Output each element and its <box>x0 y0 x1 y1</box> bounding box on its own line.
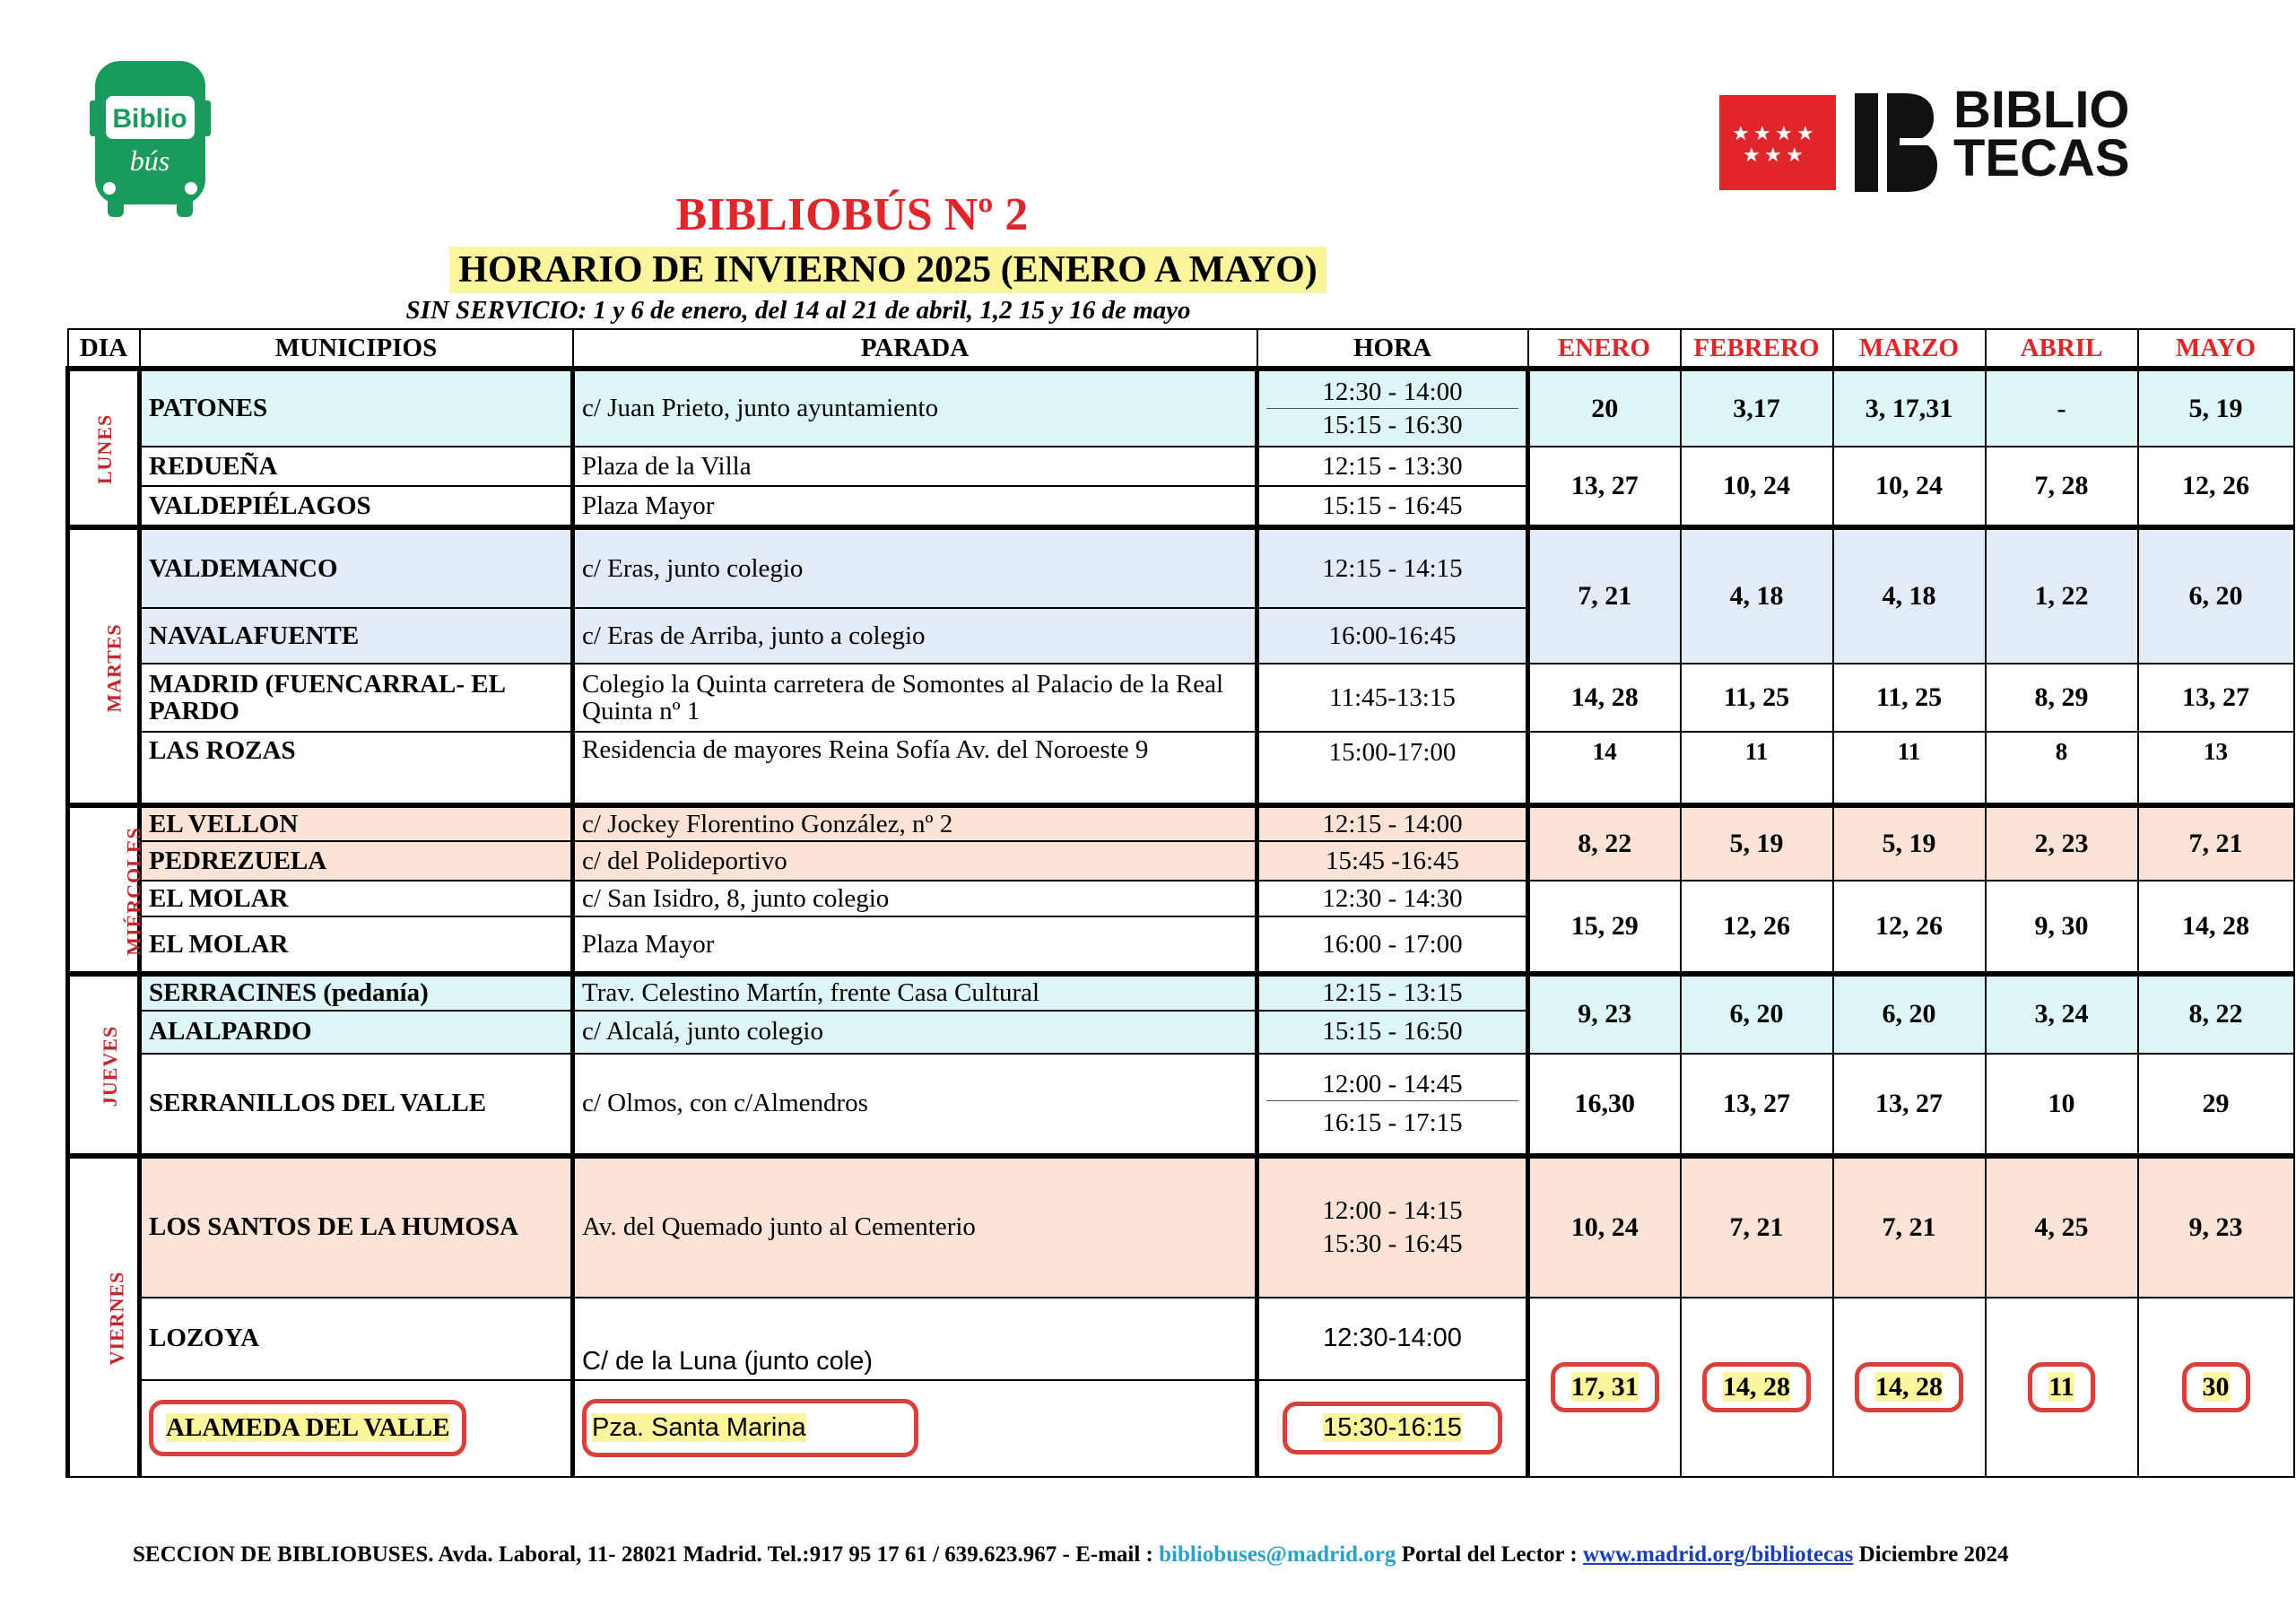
service-notice: SIN SERVICIO: 1 y 6 de enero, del 14 al 21 de abril, 1,2 15 y 16 de mayo <box>405 296 1191 325</box>
hora-slot: 12:00 - 14:45 <box>1322 1069 1463 1099</box>
logo-text-top: Biblio <box>112 104 187 134</box>
dates-cell <box>1528 1298 1681 1477</box>
dates-cell: 2, 23 <box>1986 805 2138 881</box>
dates-value: 11 <box>2048 1371 2074 1402</box>
stop-cell: c/ Eras de Arriba, junto a colegio <box>573 608 1257 664</box>
municipio-cell: LOS SANTOS DE LA HUMOSA <box>140 1156 573 1298</box>
table-row <box>68 974 2294 1010</box>
municipio-cell: SERRANILLOS DEL VALLE <box>140 1054 573 1156</box>
dates-cell: 6, 20 <box>1681 974 1833 1053</box>
page-title: BIBLIOBÚS Nº 2 <box>675 189 1029 240</box>
dates-cell: 4, 18 <box>1681 527 1833 664</box>
hora-cell: 12:15 - 13:30 <box>1257 447 1528 486</box>
dates-cell <box>1681 1298 1833 1477</box>
municipio-cell: EL MOLAR <box>140 881 573 916</box>
header-abril: ABRIL <box>1986 329 2138 369</box>
dates-cell: 16,30 <box>1528 1054 1681 1156</box>
highlight-ring <box>2028 1362 2094 1412</box>
table-row <box>68 447 2294 486</box>
hora-cell: 12:30 - 14:30 <box>1257 881 1528 916</box>
footer-portal-link[interactable]: www.madrid.org/bibliotecas <box>1582 1542 1854 1567</box>
hora-cell <box>1257 369 1528 447</box>
dates-value: 14, 28 <box>1723 1371 1790 1402</box>
highlight-ring <box>1283 1402 1502 1454</box>
table-row <box>68 881 2294 916</box>
stop-cell: c/ Eras, junto colegio <box>573 527 1257 608</box>
dates-cell: 10, 24 <box>1833 447 1986 527</box>
dates-cell: 3,17 <box>1681 369 1833 447</box>
svg-text:★: ★ <box>1786 144 1804 167</box>
logo-text-bottom: bús <box>129 144 170 177</box>
header-municipios: MUNICIPIOS <box>140 329 573 369</box>
highlight-ring <box>149 1400 466 1456</box>
hora-cell: 11:45-13:15 <box>1257 664 1528 732</box>
footer-portal-label: Portal del Lector : <box>1396 1542 1583 1567</box>
dates-cell: 11, 25 <box>1681 664 1833 732</box>
dates-cell: 4, 18 <box>1833 527 1986 664</box>
municipio-cell: PEDREZUELA <box>140 841 573 881</box>
hora-slot: 16:15 - 17:15 <box>1266 1100 1518 1139</box>
dates-cell: 7, 21 <box>1833 1156 1986 1298</box>
dates-cell: 13, 27 <box>1528 447 1681 527</box>
dates-cell: 1, 22 <box>1986 527 2138 664</box>
table-row <box>68 805 2294 841</box>
table-row <box>68 1054 2294 1156</box>
municipio-cell: LAS ROZAS <box>140 732 573 805</box>
municipio-cell: MADRID (FUENCARRAL- EL PARDO <box>140 664 573 732</box>
svg-text:★: ★ <box>1743 144 1761 167</box>
footer-date: Diciembre 2024 <box>1853 1542 2009 1567</box>
svg-text:★: ★ <box>1764 144 1782 167</box>
stop-cell: C/ de la Luna (junto cole) <box>573 1298 1257 1380</box>
dates-cell: 12, 26 <box>1681 881 1833 974</box>
svg-text:★: ★ <box>1753 123 1771 145</box>
stop-cell: c/ Juan Prieto, junto ayuntamiento <box>573 369 1257 447</box>
dates-cell: 12, 26 <box>1833 881 1986 974</box>
svg-text:★: ★ <box>1775 123 1793 145</box>
dates-cell: 3, 17,31 <box>1833 369 1986 447</box>
municipio-cell: ALALPARDO <box>140 1011 573 1054</box>
dates-cell: 14, 28 <box>1528 664 1681 732</box>
dates-cell: 29 <box>2138 1054 2294 1156</box>
municipio-cell: EL VELLON <box>140 805 573 841</box>
municipio-cell: VALDEPIÉLAGOS <box>140 486 573 527</box>
svg-text:★: ★ <box>1796 123 1814 145</box>
table-row <box>68 664 2294 732</box>
footer <box>133 1542 2008 1568</box>
hora-cell <box>1257 1156 1528 1298</box>
stop-cell: c/ Jockey Florentino González, nº 2 <box>573 805 1257 841</box>
hora-cell: 15:00-17:00 <box>1257 732 1528 805</box>
dates-cell: 14 <box>1528 732 1681 805</box>
day-label: LUNES <box>93 413 117 485</box>
dates-cell: 10, 24 <box>1528 1156 1681 1298</box>
dates-cell: 5, 19 <box>1833 805 1986 881</box>
dates-cell: 8 <box>1986 732 2138 805</box>
header-marzo: MARZO <box>1833 329 1986 369</box>
dates-cell: 10, 24 <box>1681 447 1833 527</box>
dates-cell: 11, 25 <box>1833 664 1986 732</box>
stop-cell: Av. del Quemado junto al Cementerio <box>573 1156 1257 1298</box>
dates-cell <box>1986 1298 2138 1477</box>
svg-text:★: ★ <box>1732 123 1750 145</box>
dates-cell: 13, 27 <box>1833 1054 1986 1156</box>
dates-cell: 7, 21 <box>2138 805 2294 881</box>
stop-cell: Plaza de la Villa <box>573 447 1257 486</box>
highlight-ring <box>1551 1362 1659 1412</box>
municipio-cell: REDUEÑA <box>140 447 573 486</box>
hora-slot: 12:30 - 14:00 <box>1322 377 1463 406</box>
dates-cell: 7, 21 <box>1528 527 1681 664</box>
dates-cell: 7, 21 <box>1681 1156 1833 1298</box>
dates-cell: 9, 30 <box>1986 881 2138 974</box>
municipio-cell: SERRACINES (pedanía) <box>140 974 573 1010</box>
dates-cell: 20 <box>1528 369 1681 447</box>
stop-cell: c/ del Polideportivo <box>573 841 1257 881</box>
dates-cell: 15, 29 <box>1528 881 1681 974</box>
stop-cell <box>573 1380 1257 1477</box>
header-enero: ENERO <box>1528 329 1681 369</box>
hora-cell: 16:00 - 17:00 <box>1257 916 1528 974</box>
day-cell-martes <box>68 527 140 805</box>
dates-cell: 14, 28 <box>2138 881 2294 974</box>
page-subtitle: HORARIO DE INVIERNO 2025 (ENERO A MAYO) <box>449 247 1326 293</box>
dates-cell: 4, 25 <box>1986 1156 2138 1298</box>
day-cell-lunes <box>68 369 140 527</box>
hora-cell: 12:30-14:00 <box>1257 1298 1528 1380</box>
stop-cell: c/ San Isidro, 8, junto colegio <box>573 881 1257 916</box>
municipio-cell: VALDEMANCO <box>140 527 573 608</box>
dates-value: 14, 28 <box>1875 1371 1943 1402</box>
dates-cell: 8, 22 <box>2138 974 2294 1053</box>
header-mayo: MAYO <box>2138 329 2294 369</box>
dates-cell: 13, 27 <box>1681 1054 1833 1156</box>
table-row <box>68 1156 2294 1298</box>
dates-cell <box>2138 1298 2294 1477</box>
header-dia: DIA <box>68 329 140 369</box>
highlight-ring <box>1702 1362 1811 1412</box>
dates-cell: 10 <box>1986 1054 2138 1156</box>
table-row <box>68 527 2294 608</box>
day-cell-viernes <box>68 1156 140 1477</box>
dates-cell: 8, 22 <box>1528 805 1681 881</box>
stop-value: Pza. Santa Marina <box>592 1413 806 1443</box>
table-row <box>68 369 2294 447</box>
municipio-cell: LOZOYA <box>140 1298 573 1380</box>
dates-cell: 11 <box>1833 732 1986 805</box>
day-cell-jueves <box>68 974 140 1155</box>
header-febrero: FEBRERO <box>1681 329 1833 369</box>
footer-address: SECCION DE BIBLIOBUSES. Avda. Laboral, 11- 28021 Madrid. Tel.:917 95 17 61 / 639.623.967 - E-mail : <box>133 1542 1160 1567</box>
stop-cell: c/ Alcalá, junto colegio <box>573 1011 1257 1054</box>
hora-cell: 12:15 - 14:00 <box>1257 805 1528 841</box>
municipio-cell: EL MOLAR <box>140 916 573 974</box>
highlight-ring <box>582 1399 918 1456</box>
table-row <box>68 1298 2294 1380</box>
dates-cell: 5, 19 <box>1681 805 1833 881</box>
dates-cell: 13 <box>2138 732 2294 805</box>
municipio-cell: NAVALAFUENTE <box>140 608 573 664</box>
footer-email-link[interactable]: bibliobuses@madrid.org <box>1159 1542 1396 1567</box>
schedule-table <box>65 328 2295 1478</box>
hora-cell <box>1257 1380 1528 1477</box>
dates-cell: 8, 29 <box>1986 664 2138 732</box>
dates-cell: 9, 23 <box>1528 974 1681 1053</box>
municipio-cell <box>140 1380 573 1477</box>
bibliotecas-b-icon <box>1855 93 1937 192</box>
bibliotecas-logo-line1: BIBLIO <box>1953 81 2130 139</box>
bibliotecas-logo-line2: TECAS <box>1953 129 2130 187</box>
dates-cell: - <box>1986 369 2138 447</box>
stop-cell: Residencia de mayores Reina Sofía Av. del Noroeste 9 <box>573 732 1257 805</box>
stop-cell: Colegio la Quinta carretera de Somontes al Palacio de la Real Quinta nº 1 <box>573 664 1257 732</box>
hora-slot: 15:15 - 16:30 <box>1266 408 1518 441</box>
day-label: JUEVES <box>99 1025 122 1107</box>
madrid-flag-logo <box>1719 95 1836 190</box>
stop-cell: c/ Olmos, con c/Almendros <box>573 1054 1257 1156</box>
municipio-value: ALAMEDA DEL VALLE <box>166 1413 450 1442</box>
hora-slot: 12:00 - 14:15 <box>1322 1196 1463 1226</box>
dates-cell: 3, 24 <box>1986 974 2138 1053</box>
dates-cell: 6, 20 <box>1833 974 1986 1053</box>
dates-cell: 9, 23 <box>2138 1156 2294 1298</box>
stop-cell: Trav. Celestino Martín, frente Casa Cultural <box>573 974 1257 1010</box>
day-label: MARTES <box>102 622 126 713</box>
hora-cell <box>1257 1054 1528 1156</box>
dates-cell: 11 <box>1681 732 1833 805</box>
header-hora: HORA <box>1257 329 1528 369</box>
hora-cell: 15:15 - 16:45 <box>1257 486 1528 527</box>
dates-value: 30 <box>2202 1371 2230 1402</box>
dates-cell: 13, 27 <box>2138 664 2294 732</box>
stop-cell: Plaza Mayor <box>573 916 1257 974</box>
hora-cell: 15:45 -16:45 <box>1257 841 1528 881</box>
hora-cell: 15:15 - 16:50 <box>1257 1011 1528 1054</box>
hora-value: 15:30-16:15 <box>1323 1413 1462 1443</box>
dates-cell: 12, 26 <box>2138 447 2294 527</box>
stop-cell: Plaza Mayor <box>573 486 1257 527</box>
dates-cell: 6, 20 <box>2138 527 2294 664</box>
dates-value: 17, 31 <box>1570 1371 1639 1402</box>
header-parada: PARADA <box>573 329 1257 369</box>
hora-slot: 15:30 - 16:45 <box>1322 1229 1463 1258</box>
hora-cell: 16:00-16:45 <box>1257 608 1528 664</box>
hora-cell: 12:15 - 14:15 <box>1257 527 1528 608</box>
dates-cell: 5, 19 <box>2138 369 2294 447</box>
dates-cell: 7, 28 <box>1986 447 2138 527</box>
hora-cell: 12:15 - 13:15 <box>1257 974 1528 1010</box>
dates-cell <box>1833 1298 1986 1477</box>
header-row <box>68 329 2294 369</box>
day-cell-miercoles <box>68 805 145 974</box>
day-label: VIERNES <box>105 1271 128 1366</box>
day-label: MIÉRCOLES <box>122 826 145 956</box>
table-row <box>68 732 2294 805</box>
municipio-cell: PATONES <box>140 369 573 447</box>
highlight-ring <box>2182 1362 2250 1412</box>
highlight-ring <box>1855 1362 1963 1412</box>
